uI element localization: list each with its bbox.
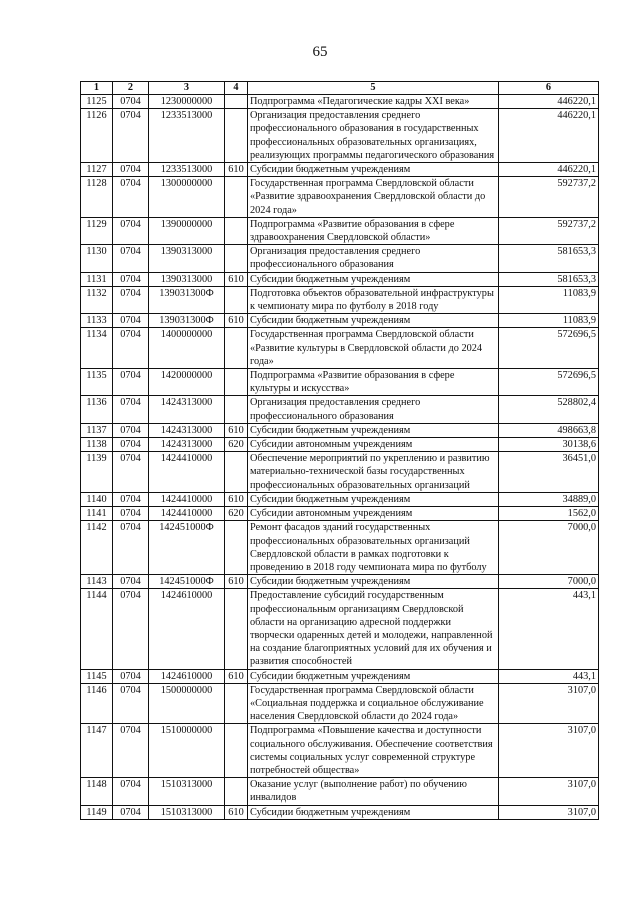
target-article-code: 1424313000 <box>149 423 225 437</box>
amount: 592737,2 <box>499 217 599 244</box>
section-code: 0704 <box>113 521 149 575</box>
item-name: Субсидии бюджетным учреждениям <box>248 423 499 437</box>
row-number: 1134 <box>81 328 113 369</box>
expense-type-code <box>225 396 248 423</box>
expense-type-code: 610 <box>225 163 248 177</box>
target-article-code: 1390000000 <box>149 217 225 244</box>
table-row <box>81 452 599 493</box>
header-col-3: 3 <box>149 82 225 95</box>
target-article-code: 1510313000 <box>149 805 225 819</box>
table-row <box>81 683 599 724</box>
section-code: 0704 <box>113 438 149 452</box>
amount: 528802,4 <box>499 396 599 423</box>
row-number: 1141 <box>81 507 113 521</box>
item-name: Подпрограмма «Повышение качества и доступности социального обслуживания. Обеспечение соответствия системы социальных услуг современной структуре потребностей общества» <box>248 724 499 778</box>
expense-type-code: 610 <box>225 492 248 506</box>
row-number: 1144 <box>81 589 113 669</box>
amount: 3107,0 <box>499 683 599 724</box>
item-name: Предоставление субсидий государственным профессиональным организациям Свердловской области на организацию адресной поддержки творчески одаренных детей и молодежи, направленной на создание благоприятных условий для их обучения и развития способностей <box>248 589 499 669</box>
amount: 3107,0 <box>499 724 599 778</box>
section-code: 0704 <box>113 669 149 683</box>
expense-type-code <box>225 245 248 272</box>
expense-type-code: 620 <box>225 438 248 452</box>
table-row <box>81 438 599 452</box>
expense-type-code <box>225 521 248 575</box>
amount: 3107,0 <box>499 805 599 819</box>
target-article-code: 139031300Ф <box>149 314 225 328</box>
expense-type-code: 610 <box>225 423 248 437</box>
amount: 3107,0 <box>499 778 599 805</box>
expense-type-code: 620 <box>225 507 248 521</box>
section-code: 0704 <box>113 272 149 286</box>
target-article-code: 1424313000 <box>149 438 225 452</box>
target-article-code: 142451000Ф <box>149 521 225 575</box>
item-name: Подпрограмма «Развитие образования в сфере здравоохранения Свердловской области» <box>248 217 499 244</box>
section-code: 0704 <box>113 369 149 396</box>
target-article-code: 1510000000 <box>149 724 225 778</box>
page-number: 65 <box>312 44 328 60</box>
table-row <box>81 589 599 669</box>
amount: 581653,3 <box>499 245 599 272</box>
table-row <box>81 95 599 109</box>
row-number: 1125 <box>81 95 113 109</box>
item-name: Подпрограмма «Развитие образования в сфере культуры и искусства» <box>248 369 499 396</box>
section-code: 0704 <box>113 589 149 669</box>
row-number: 1140 <box>81 492 113 506</box>
row-number: 1126 <box>81 109 113 163</box>
amount: 446220,1 <box>499 95 599 109</box>
row-number: 1148 <box>81 778 113 805</box>
target-article-code: 1500000000 <box>149 683 225 724</box>
expense-type-code <box>225 369 248 396</box>
amount: 572696,5 <box>499 328 599 369</box>
section-code: 0704 <box>113 423 149 437</box>
section-code: 0704 <box>113 314 149 328</box>
row-number: 1131 <box>81 272 113 286</box>
target-article-code: 1420000000 <box>149 369 225 396</box>
header-col-4: 4 <box>225 82 248 95</box>
header-col-2: 2 <box>113 82 149 95</box>
budget-table <box>80 81 599 820</box>
target-article-code: 1424410000 <box>149 492 225 506</box>
target-article-code: 1424610000 <box>149 669 225 683</box>
expense-type-code <box>225 778 248 805</box>
item-name: Подпрограмма «Педагогические кадры XXI века» <box>248 95 499 109</box>
row-number: 1129 <box>81 217 113 244</box>
row-number: 1139 <box>81 452 113 493</box>
expense-type-code: 610 <box>225 669 248 683</box>
row-number: 1132 <box>81 286 113 313</box>
table-row <box>81 575 599 589</box>
header-row <box>81 82 599 95</box>
row-number: 1142 <box>81 521 113 575</box>
table-row <box>81 272 599 286</box>
item-name: Субсидии бюджетным учреждениям <box>248 272 499 286</box>
target-article-code: 1300000000 <box>149 177 225 218</box>
table-row <box>81 369 599 396</box>
section-code: 0704 <box>113 492 149 506</box>
section-code: 0704 <box>113 177 149 218</box>
table-row <box>81 805 599 819</box>
expense-type-code <box>225 177 248 218</box>
row-number: 1133 <box>81 314 113 328</box>
amount: 443,1 <box>499 669 599 683</box>
table-row <box>81 724 599 778</box>
header-col-5: 5 <box>248 82 499 95</box>
amount: 7000,0 <box>499 575 599 589</box>
expense-type-code <box>225 589 248 669</box>
expense-type-code <box>225 328 248 369</box>
section-code: 0704 <box>113 109 149 163</box>
table-row <box>81 778 599 805</box>
row-number: 1127 <box>81 163 113 177</box>
amount: 498663,8 <box>499 423 599 437</box>
row-number: 1138 <box>81 438 113 452</box>
section-code: 0704 <box>113 507 149 521</box>
table-row <box>81 669 599 683</box>
target-article-code: 1424410000 <box>149 452 225 493</box>
section-code: 0704 <box>113 724 149 778</box>
amount: 11083,9 <box>499 286 599 313</box>
amount: 572696,5 <box>499 369 599 396</box>
section-code: 0704 <box>113 575 149 589</box>
target-article-code: 1424610000 <box>149 589 225 669</box>
item-name: Субсидии бюджетным учреждениям <box>248 669 499 683</box>
amount: 1562,0 <box>499 507 599 521</box>
expense-type-code <box>225 724 248 778</box>
item-name: Обеспечение мероприятий по укреплению и развитию материально-технической базы государственных профессиональных образовательных организаций <box>248 452 499 493</box>
header-col-1: 1 <box>81 82 113 95</box>
section-code: 0704 <box>113 217 149 244</box>
header-col-6: 6 <box>499 82 599 95</box>
item-name: Субсидии бюджетным учреждениям <box>248 163 499 177</box>
expense-type-code: 610 <box>225 272 248 286</box>
target-article-code: 1390313000 <box>149 272 225 286</box>
table-row <box>81 521 599 575</box>
item-name: Организация предоставления среднего профессионального образования <box>248 396 499 423</box>
item-name: Субсидии бюджетным учреждениям <box>248 805 499 819</box>
section-code: 0704 <box>113 163 149 177</box>
row-number: 1128 <box>81 177 113 218</box>
target-article-code: 1233513000 <box>149 109 225 163</box>
item-name: Субсидии бюджетным учреждениям <box>248 314 499 328</box>
row-number: 1137 <box>81 423 113 437</box>
amount: 34889,0 <box>499 492 599 506</box>
expense-type-code <box>225 683 248 724</box>
item-name: Ремонт фасадов зданий государственных профессиональных образовательных организаций Свердловской области в рамках подготовки к проведению в 2018 году чемпионата мира по футболу <box>248 521 499 575</box>
item-name: Субсидии бюджетным учреждениям <box>248 492 499 506</box>
table-row <box>81 492 599 506</box>
row-number: 1143 <box>81 575 113 589</box>
amount: 446220,1 <box>499 109 599 163</box>
table-row <box>81 109 599 163</box>
amount: 30138,6 <box>499 438 599 452</box>
target-article-code: 1424410000 <box>149 507 225 521</box>
table-row <box>81 328 599 369</box>
expense-type-code <box>225 452 248 493</box>
expense-type-code <box>225 217 248 244</box>
target-article-code: 1233513000 <box>149 163 225 177</box>
table-row <box>81 217 599 244</box>
amount: 443,1 <box>499 589 599 669</box>
item-name: Организация предоставления среднего профессионального образования в государственных профессиональных образовательных организациях, реализующих программы педагогического образования <box>248 109 499 163</box>
expense-type-code <box>225 109 248 163</box>
target-article-code: 1510313000 <box>149 778 225 805</box>
table-row <box>81 163 599 177</box>
item-name: Организация предоставления среднего профессионального образования <box>248 245 499 272</box>
amount: 592737,2 <box>499 177 599 218</box>
target-article-code: 1390313000 <box>149 245 225 272</box>
target-article-code: 1230000000 <box>149 95 225 109</box>
row-number: 1147 <box>81 724 113 778</box>
item-name: Государственная программа Свердловской области «Социальная поддержка и социальное обслуживание населения Свердловской области до 2024 года» <box>248 683 499 724</box>
expense-type-code: 610 <box>225 805 248 819</box>
target-article-code: 139031300Ф <box>149 286 225 313</box>
item-name: Государственная программа Свердловской области «Развитие культуры в Свердловской области до 2024 года» <box>248 328 499 369</box>
section-code: 0704 <box>113 778 149 805</box>
item-name: Субсидии автономным учреждениям <box>248 438 499 452</box>
table-row <box>81 245 599 272</box>
row-number: 1136 <box>81 396 113 423</box>
item-name: Субсидии автономным учреждениям <box>248 507 499 521</box>
expense-type-code: 610 <box>225 314 248 328</box>
expense-type-code <box>225 286 248 313</box>
row-number: 1149 <box>81 805 113 819</box>
table-row <box>81 396 599 423</box>
table-row <box>81 423 599 437</box>
amount: 11083,9 <box>499 314 599 328</box>
row-number: 1135 <box>81 369 113 396</box>
table-row <box>81 177 599 218</box>
section-code: 0704 <box>113 683 149 724</box>
expense-type-code: 610 <box>225 575 248 589</box>
section-code: 0704 <box>113 328 149 369</box>
expense-type-code <box>225 95 248 109</box>
section-code: 0704 <box>113 245 149 272</box>
section-code: 0704 <box>113 805 149 819</box>
target-article-code: 1424313000 <box>149 396 225 423</box>
table-row <box>81 507 599 521</box>
section-code: 0704 <box>113 452 149 493</box>
amount: 581653,3 <box>499 272 599 286</box>
item-name: Подготовка объектов образовательной инфраструктуры к чемпионату мира по футболу в 2018 году <box>248 286 499 313</box>
row-number: 1145 <box>81 669 113 683</box>
amount: 7000,0 <box>499 521 599 575</box>
row-number: 1146 <box>81 683 113 724</box>
section-code: 0704 <box>113 286 149 313</box>
item-name: Государственная программа Свердловской области «Развитие здравоохранения Свердловской области до 2024 года» <box>248 177 499 218</box>
amount: 36451,0 <box>499 452 599 493</box>
section-code: 0704 <box>113 95 149 109</box>
item-name: Субсидии бюджетным учреждениям <box>248 575 499 589</box>
section-code: 0704 <box>113 396 149 423</box>
table-row <box>81 286 599 313</box>
table-row <box>81 314 599 328</box>
amount: 446220,1 <box>499 163 599 177</box>
table-body <box>81 95 599 820</box>
item-name: Оказание услуг (выполнение работ) по обучению инвалидов <box>248 778 499 805</box>
row-number: 1130 <box>81 245 113 272</box>
target-article-code: 142451000Ф <box>149 575 225 589</box>
target-article-code: 1400000000 <box>149 328 225 369</box>
